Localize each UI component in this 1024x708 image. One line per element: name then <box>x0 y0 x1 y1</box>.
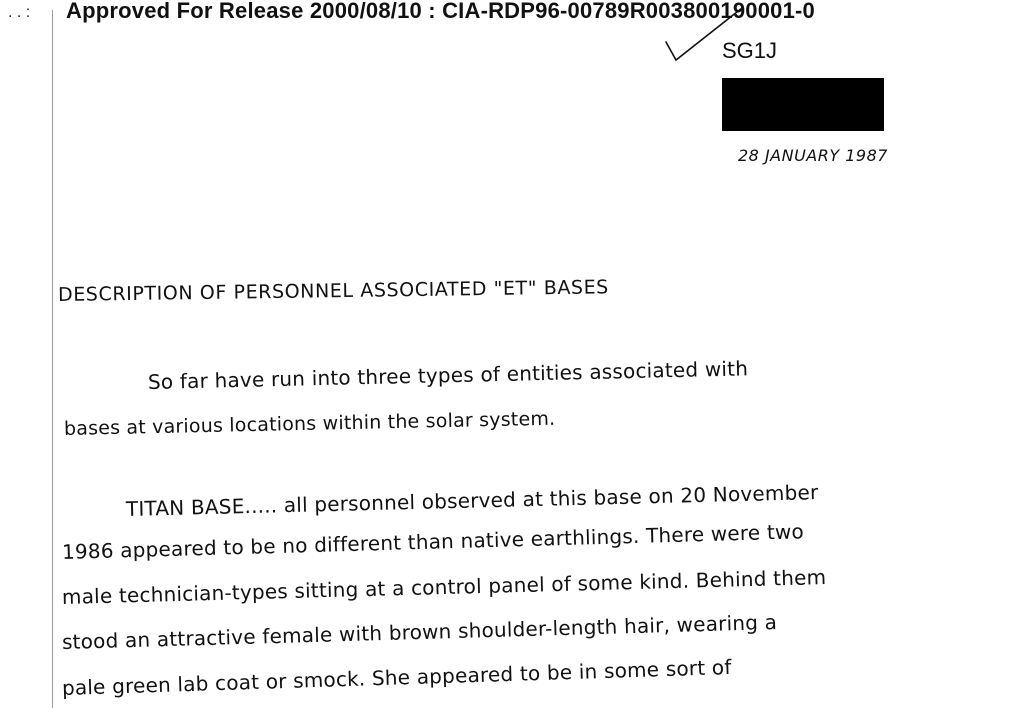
text-line: TITAN BASE..... all personnel observed at this base on 20 November <box>125 480 819 521</box>
document-date: 28 JANUARY 1987 <box>738 146 888 165</box>
redaction-block <box>722 78 884 131</box>
text-line: pale green lab coat or smock. She appeared to be in some sort of <box>61 654 732 700</box>
text-line: bases at various locations within the solar system. <box>63 407 556 440</box>
text-line: 1986 appeared to be no different than native earthlings. There were two <box>61 519 805 564</box>
release-header: Approved For Release 2000/08/10 : CIA-RDP96-00789R003800190001-0 <box>66 0 815 23</box>
classification-code: SG1J <box>722 38 778 63</box>
document-title: DESCRIPTION OF PERSONNEL ASSOCIATED "ET" BASES <box>57 276 610 306</box>
text-line: So far have run into three types of entities associated with <box>147 356 749 394</box>
margin-line <box>52 10 53 708</box>
stray-marks: . . : <box>8 4 31 21</box>
text-line: stood an attractive female with brown shoulder-length hair, wearing a <box>61 610 778 654</box>
text-line: male technician-types sitting at a control panel of some kind. Behind them <box>61 564 827 609</box>
